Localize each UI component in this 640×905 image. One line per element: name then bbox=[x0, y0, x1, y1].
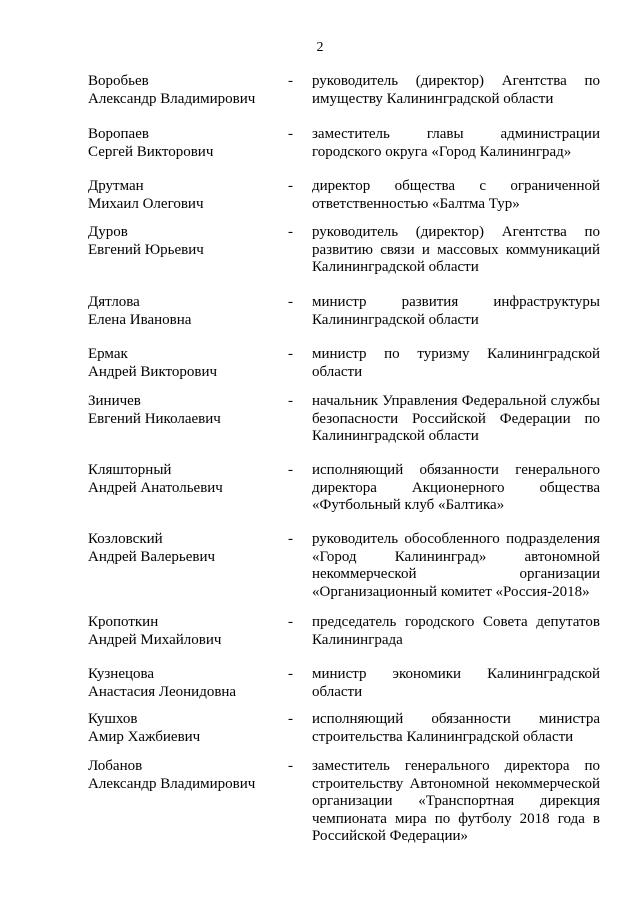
member-role: министр развития инфраструктуры Калининградской области bbox=[312, 294, 600, 328]
member-name bbox=[88, 614, 288, 649]
member-name bbox=[88, 73, 288, 108]
member-surname: Воропаев bbox=[88, 126, 149, 142]
member-name bbox=[88, 531, 288, 566]
member-role: министр по туризму Калининградской области bbox=[312, 346, 600, 380]
member-given-names: Александр Владимирович bbox=[88, 775, 256, 792]
member-surname: Кушхов bbox=[88, 711, 138, 727]
member-role: начальник Управления Федеральной службы безопасности Российской Федерации по Калининградской области bbox=[312, 393, 600, 444]
member-given-names: Анастасия Леонидовна bbox=[88, 683, 237, 700]
member-surname: Кузнецова bbox=[88, 666, 155, 682]
member-surname: Лобанов bbox=[88, 758, 143, 774]
member-given-names: Амир Хажбиевич bbox=[88, 728, 201, 745]
member-surname: Зиничев bbox=[88, 393, 141, 409]
member-given-names: Андрей Анатольевич bbox=[88, 479, 223, 496]
member-surname: Воробьев bbox=[88, 73, 149, 89]
member-given-names: Евгений Юрьевич bbox=[88, 241, 204, 258]
member-name bbox=[88, 346, 288, 381]
member-given-names: Андрей Валерьевич bbox=[88, 548, 216, 565]
member-given-names: Евгений Николаевич bbox=[88, 410, 221, 427]
member-name bbox=[88, 126, 288, 161]
member-role: директор общества с ограниченной ответственностью «Балтма Тур» bbox=[312, 178, 600, 212]
member-name bbox=[88, 462, 288, 497]
member-name bbox=[88, 393, 288, 428]
separator-dash: - bbox=[288, 224, 293, 240]
member-given-names: Андрей Викторович bbox=[88, 363, 218, 380]
member-surname: Кропоткин bbox=[88, 614, 159, 630]
separator-dash: - bbox=[288, 614, 293, 630]
separator-dash: - bbox=[288, 462, 293, 478]
member-given-names: Андрей Михайлович bbox=[88, 631, 222, 648]
member-surname: Козловский bbox=[88, 531, 163, 547]
separator-dash: - bbox=[288, 758, 293, 774]
member-given-names: Сергей Викторович bbox=[88, 143, 214, 160]
separator-dash: - bbox=[288, 178, 293, 194]
member-role: заместитель главы администрации городского округа «Город Калининград» bbox=[312, 126, 600, 160]
member-role: заместитель генерального директора по строительству Автономной некоммерческой организации «Транспортная дирекция чемпионата мира по футболу 2018 года в Российской Федерации» bbox=[312, 758, 600, 844]
member-name bbox=[88, 758, 288, 793]
member-name bbox=[88, 224, 288, 259]
member-name bbox=[88, 711, 288, 746]
member-role: руководитель (директор) Агентства по развитию связи и массовых коммуникаций Калининградской области bbox=[312, 224, 600, 275]
member-surname: Ермак bbox=[88, 346, 128, 362]
member-name bbox=[88, 294, 288, 329]
member-given-names: Елена Ивановна bbox=[88, 311, 192, 328]
member-role: руководитель обособленного подразделения «Город Калининград» автономной некоммерческой организации «Организационный комитет «Россия-2018» bbox=[312, 531, 600, 600]
member-surname: Дуров bbox=[88, 224, 128, 240]
member-role: министр экономики Калининградской области bbox=[312, 666, 600, 700]
member-surname: Кляшторный bbox=[88, 462, 172, 478]
separator-dash: - bbox=[288, 666, 293, 682]
separator-dash: - bbox=[288, 126, 293, 142]
separator-dash: - bbox=[288, 393, 293, 409]
member-name bbox=[88, 178, 288, 213]
member-role: исполняющий обязанности министра строительства Калининградской области bbox=[312, 711, 600, 745]
member-role: исполняющий обязанности генерального директора Акционерного общества «Футбольный клуб «Балтика» bbox=[312, 462, 600, 513]
separator-dash: - bbox=[288, 346, 293, 362]
member-given-names: Александр Владимирович bbox=[88, 90, 256, 107]
member-surname: Друтман bbox=[88, 178, 144, 194]
member-given-names: Михаил Олегович bbox=[88, 195, 204, 212]
member-surname: Дятлова bbox=[88, 294, 140, 310]
separator-dash: - bbox=[288, 294, 293, 310]
separator-dash: - bbox=[288, 531, 293, 547]
member-name bbox=[88, 666, 288, 701]
separator-dash: - bbox=[288, 711, 293, 727]
separator-dash: - bbox=[288, 73, 293, 89]
member-role: руководитель (директор) Агентства по имуществу Калининградской области bbox=[312, 73, 600, 107]
member-role: председатель городского Совета депутатов Калининграда bbox=[312, 614, 600, 648]
page-number: 2 bbox=[316, 40, 324, 55]
